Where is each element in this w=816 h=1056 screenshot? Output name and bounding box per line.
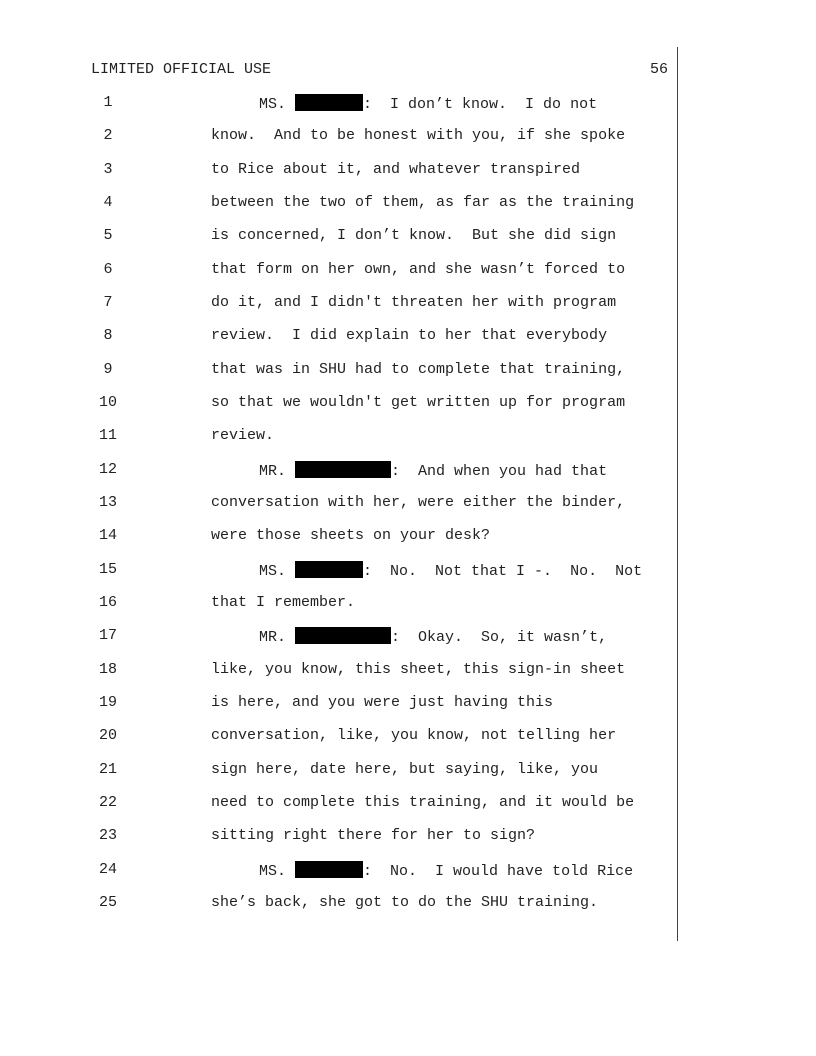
transcript-line (259, 627, 607, 646)
speaker-title: MS. (259, 563, 287, 580)
line-number: 5 (103, 227, 113, 244)
line-number: 25 (98, 894, 117, 911)
line-number: 9 (103, 361, 113, 378)
redaction-box (295, 94, 363, 111)
transcript-line: she’s back, she got to do the SHU training. (211, 894, 599, 911)
transcript-line: need to complete this training, and it would be (211, 794, 635, 811)
speech-text: : I don’t know. I do not (363, 96, 598, 113)
transcript-line: that was in SHU had to complete that training, (211, 361, 626, 378)
line-number: 8 (103, 327, 113, 344)
speaker-title: MR. (259, 463, 287, 480)
line-number: 1 (103, 94, 113, 111)
transcript-line (259, 94, 597, 113)
redaction-box (295, 861, 363, 878)
redaction-box (295, 461, 391, 478)
line-number: 14 (98, 527, 117, 544)
transcript-line: that I remember. (211, 594, 356, 611)
transcript-line: like, you know, this sheet, this sign-in sheet (211, 661, 626, 678)
transcript-line (259, 861, 633, 880)
transcript-line (259, 461, 607, 480)
transcript-line: between the two of them, as far as the training (211, 194, 635, 211)
page-number: 56 (649, 61, 668, 78)
line-number: 6 (103, 261, 113, 278)
transcript-line: is here, and you were just having this (211, 694, 554, 711)
speech-text: : Okay. So, it wasn’t, (391, 629, 608, 646)
transcript-line: sign here, date here, but saying, like, you (211, 761, 599, 778)
transcript-line: sitting right there for her to sign? (211, 827, 536, 844)
line-number: 15 (98, 561, 117, 578)
transcript-line (259, 561, 642, 580)
transcript-line: conversation, like, you know, not telling her (211, 727, 617, 744)
transcript-line: to Rice about it, and whatever transpired (211, 161, 581, 178)
line-number: 23 (98, 827, 117, 844)
line-number: 20 (98, 727, 117, 744)
line-number: 24 (98, 861, 117, 878)
line-number: 4 (103, 194, 113, 211)
line-number: 10 (98, 394, 117, 411)
transcript-line: so that we wouldn't get written up for program (211, 394, 626, 411)
speech-text: : No. Not that I -. No. Not (363, 563, 643, 580)
transcript-line: review. (211, 427, 275, 444)
line-number: 17 (98, 627, 117, 644)
line-number: 22 (98, 794, 117, 811)
transcript-line: were those sheets on your desk? (211, 527, 491, 544)
transcript-line: review. I did explain to her that everybody (211, 327, 608, 344)
transcript-line: that form on her own, and she wasn’t forced to (211, 261, 626, 278)
line-number: 18 (98, 661, 117, 678)
speaker-title: MS. (259, 863, 287, 880)
line-number: 3 (103, 161, 113, 178)
line-number: 16 (98, 594, 117, 611)
line-number: 21 (98, 761, 117, 778)
line-number: 13 (98, 494, 117, 511)
redaction-box (295, 561, 363, 578)
line-number: 11 (98, 427, 117, 444)
speech-text: : And when you had that (391, 463, 608, 480)
line-number: 7 (103, 294, 113, 311)
page-header-label: LIMITED OFFICIAL USE (91, 61, 272, 78)
speaker-title: MS. (259, 96, 287, 113)
speaker-title: MR. (259, 629, 287, 646)
speech-text: : No. I would have told Rice (363, 863, 634, 880)
redaction-box (295, 627, 391, 644)
line-number: 12 (98, 461, 117, 478)
line-number: 19 (98, 694, 117, 711)
transcript-line: know. And to be honest with you, if she spoke (211, 127, 626, 144)
transcript-line: do it, and I didn't threaten her with program (211, 294, 617, 311)
transcript-line: conversation with her, were either the binder, (211, 494, 626, 511)
transcript-line: is concerned, I don’t know. But she did sign (211, 227, 617, 244)
margin-rule (677, 47, 678, 941)
line-number: 2 (103, 127, 113, 144)
